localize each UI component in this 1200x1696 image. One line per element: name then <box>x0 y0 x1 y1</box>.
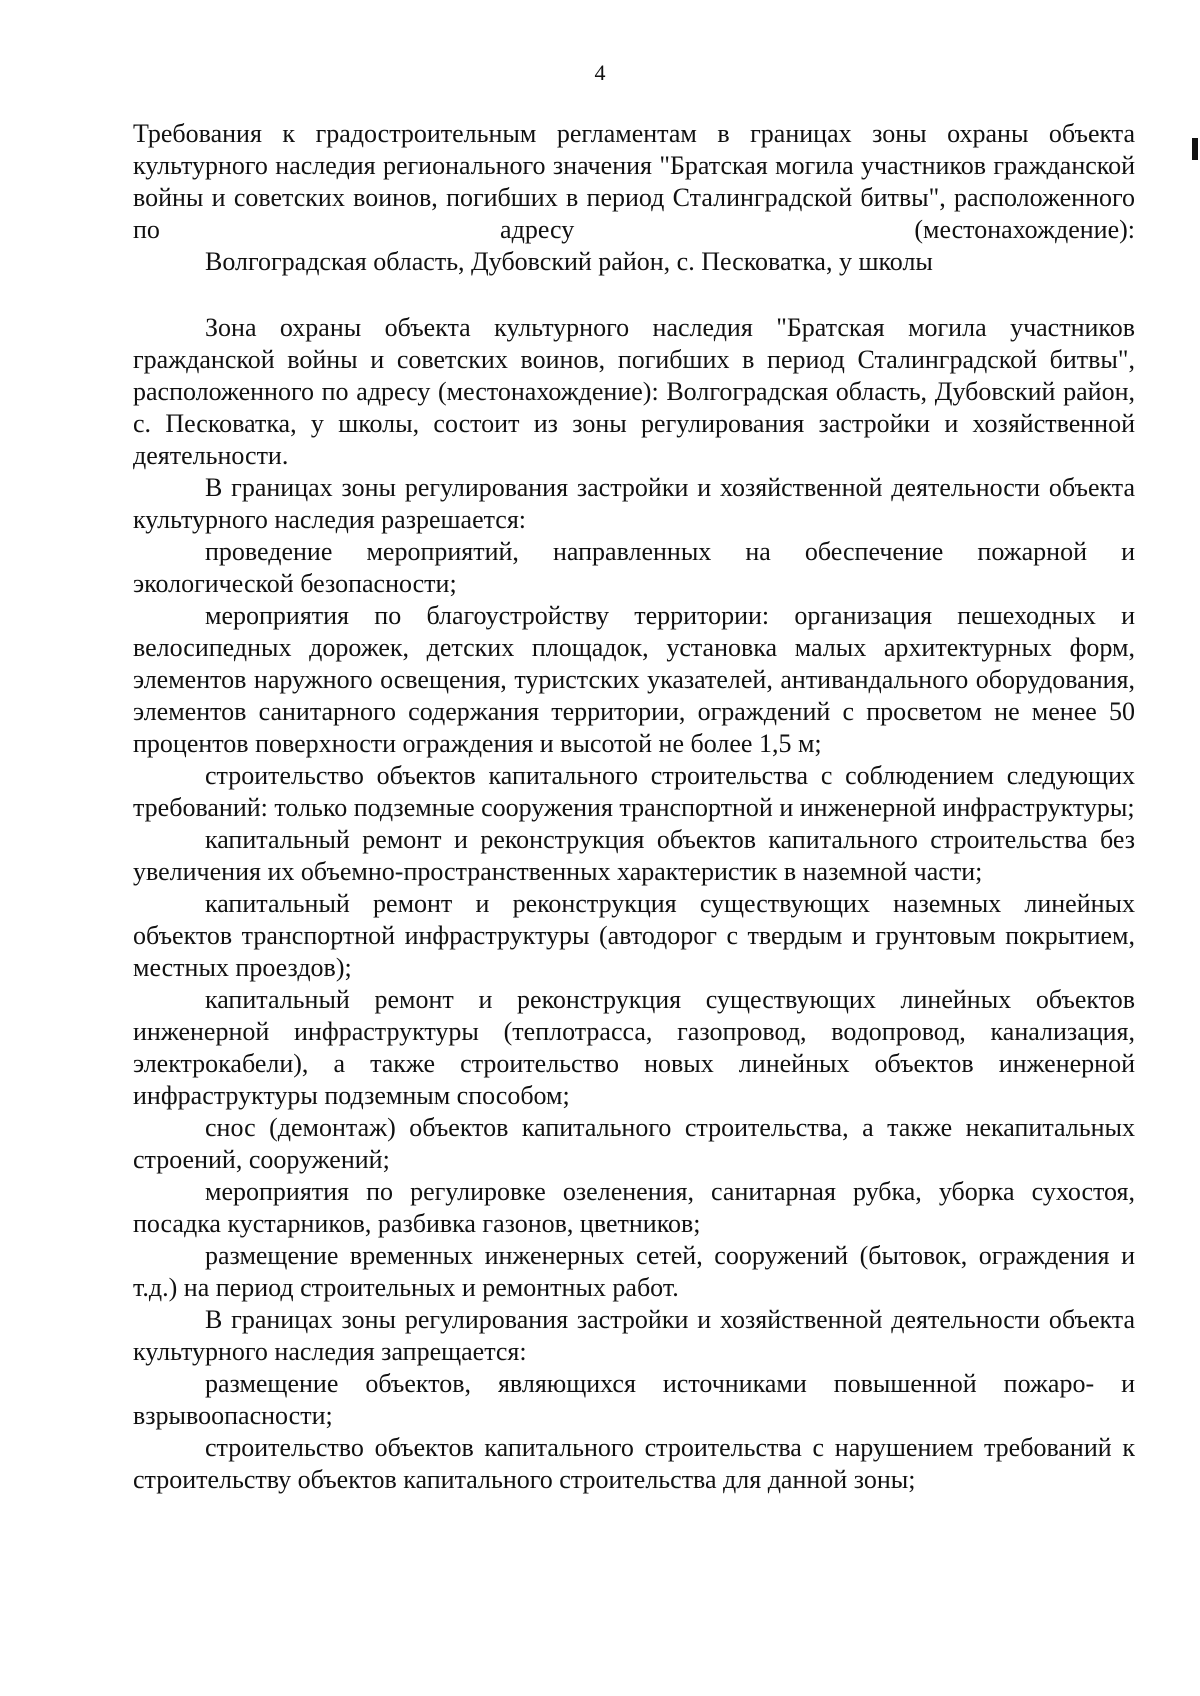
paragraph: В границах зоны регулирования застройки и хозяйственной деятельности объекта культурного наследия разрешается: <box>133 473 1135 534</box>
paragraph: снос (демонтаж) объектов капитального строительства, а также некапитальных строений, сооружений; <box>133 1113 1135 1174</box>
paragraph: строительство объектов капитального строительства с соблюдением следующих требований: только подземные сооружения транспортной и инженерной инфраструктуры; <box>133 761 1135 822</box>
paragraph: капитальный ремонт и реконструкция объектов капитального строительства без увеличения их объемно-пространственных характеристик в наземной части; <box>133 825 1135 886</box>
paragraph: размещение объектов, являющихся источниками повышенной пожаро- и взрывоопасности; <box>133 1369 1135 1430</box>
paragraph: капитальный ремонт и реконструкция существующих линейных объектов инженерной инфраструктуры (теплотрасса, газопровод, водопровод, канализация, электрокабели), а также строительство новых линейных объектов инженерной инфраструктуры подземным способом; <box>133 985 1135 1110</box>
paragraph: мероприятия по регулировке озеленения, санитарная рубка, уборка сухостоя, посадка кустарников, разбивка газонов, цветников; <box>133 1177 1135 1238</box>
paragraph: размещение временных инженерных сетей, сооружений (бытовок, ограждения и т.д.) на период строительных и ремонтных работ. <box>133 1241 1135 1302</box>
heading-text: Требования к градостроительным регламентам в границах зоны охраны объекта культурного наследия регионального значения "Братская могила участников гражданской войны и советских воинов, погибших в период Сталинградской битвы", расположенного по адресу (местонахождение): <box>133 119 1135 244</box>
heading-address: Волгоградская область, Дубовский район, с. Песковатка, у школы <box>205 247 933 276</box>
paragraph: строительство объектов капитального строительства с нарушением требований к строительству объектов капитального строительства для данной зоны; <box>133 1433 1135 1494</box>
document-heading <box>133 118 1135 278</box>
paragraph: проведение мероприятий, направленных на обеспечение пожарной и экологической безопасности; <box>133 537 1135 598</box>
paragraph: мероприятия по благоустройству территории: организация пешеходных и велосипедных дорожек, детских площадок, установка малых архитектурных форм, элементов наружного освещения, туристских указателей, антивандального оборудования, элементов санитарного содержания территории, ограждений с просветом не менее 50 процентов поверхности ограждения и высотой не более 1,5 м; <box>133 601 1135 758</box>
paragraph: Зона охраны объекта культурного наследия "Братская могила участников гражданской войны и советских воинов, погибших в период Сталинградской битвы", расположенного по адресу (местонахождение): Волгоградская область, Дубовский район, с. Песковатка, у школы, состоит из зоны регулирования застройки и хозяйственной деятельности. <box>133 313 1135 470</box>
paragraph: капитальный ремонт и реконструкция существующих наземных линейных объектов транспортной инфраструктуры (автодорог с твердым и грунтовым покрытием, местных проездов); <box>133 889 1135 982</box>
scan-edge-mark <box>1192 138 1198 160</box>
paragraph: В границах зоны регулирования застройки и хозяйственной деятельности объекта культурного наследия запрещается: <box>133 1305 1135 1366</box>
document-body <box>133 312 1135 1496</box>
page-number: 4 <box>594 60 606 85</box>
